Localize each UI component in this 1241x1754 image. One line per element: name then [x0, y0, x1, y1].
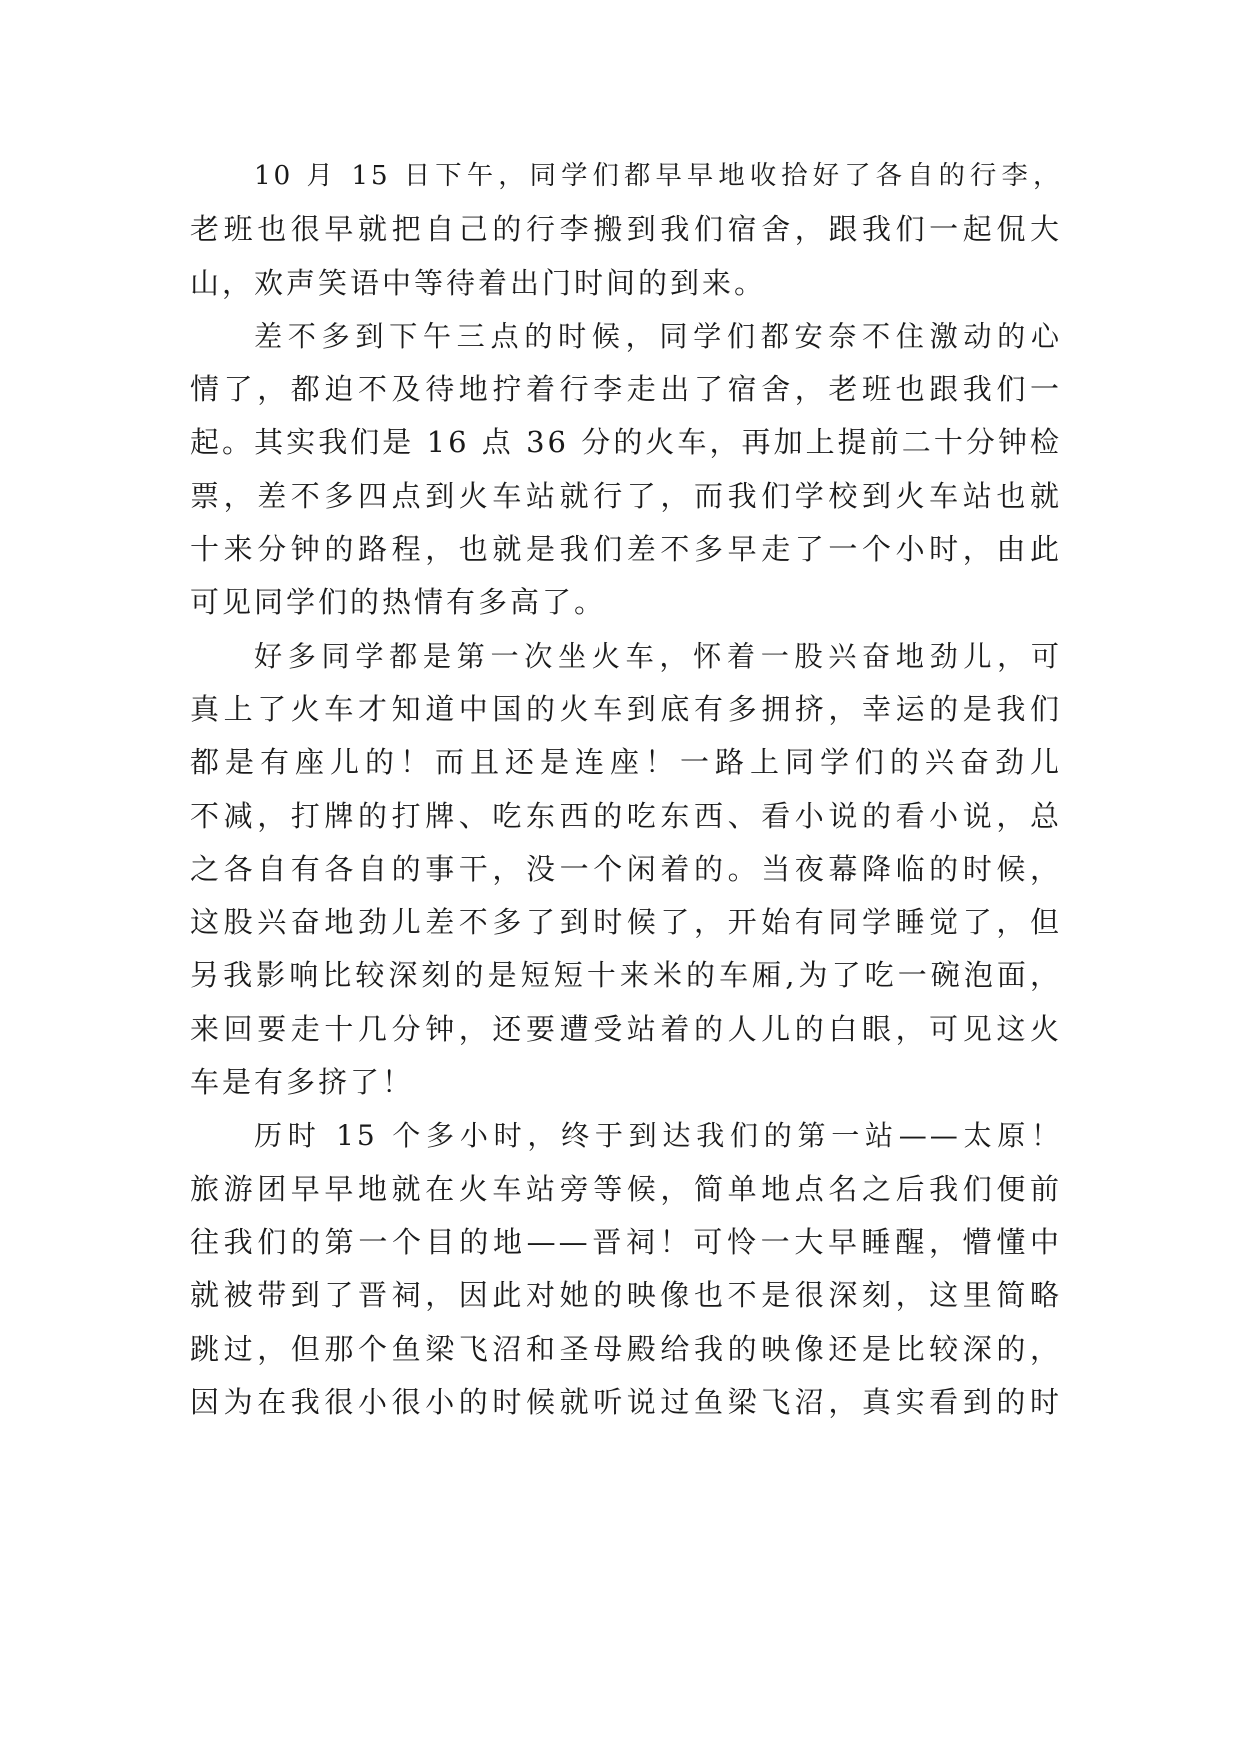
paragraph-line: 起。其实我们是 16 点 36 分的火车，再加上提前二十分钟检: [190, 425, 1062, 460]
paragraph-line: 这股兴奋地劲儿差不多了到时候了，开始有同学睡觉了，但: [190, 905, 1062, 940]
paragraph-line: 另我影响比较深刻的是短短十来米的车厢,为了吃一碗泡面，: [190, 958, 1062, 993]
paragraph-line: 就被带到了晋祠，因此对她的映像也不是很深刻，这里简略: [190, 1278, 1062, 1313]
paragraph-line: 十来分钟的路程，也就是我们差不多早走了一个小时，由此: [190, 532, 1062, 567]
document-body: [190, 150, 1062, 1429]
paragraph-line: 可见同学们的热情有多高了。: [190, 585, 607, 620]
paragraph-4: [190, 1109, 1062, 1429]
paragraph-line: 10 月 15 日下午，同学们都早早地收拾好了各自的行李，: [254, 161, 1062, 191]
paragraph-line: 来回要走十几分钟，还要遭受站着的人儿的白眼，可见这火: [190, 1011, 1062, 1046]
paragraph-line: 车是有多挤了！: [190, 1065, 415, 1100]
paragraph-line: 旅游团早早地就在火车站旁等候，简单地点名之后我们便前: [190, 1171, 1062, 1206]
paragraph-line: 差不多到下午三点的时候，同学们都安奈不住激动的心: [254, 319, 1062, 353]
paragraph-line: 山，欢声笑语中等待着出门时间的到来。: [190, 265, 767, 300]
paragraph-line: 情了，都迫不及待地拧着行李走出了宿舍，老班也跟我们一: [190, 372, 1062, 407]
paragraph-line: 历时 15 个多小时，终于到达我们的第一站——太原！: [254, 1119, 1062, 1153]
paragraph-line: 真上了火车才知道中国的火车到底有多拥挤，幸运的是我们: [190, 691, 1062, 726]
paragraph-line: 因为在我很小很小的时候就听说过鱼梁飞沼，真实看到的时: [190, 1384, 1062, 1419]
paragraph-line: 老班也很早就把自己的行李搬到我们宿舍，跟我们一起侃大: [190, 212, 1062, 247]
paragraph-line: 都是有座儿的！而且还是连座！一路上同学们的兴奋劲儿: [190, 745, 1062, 780]
paragraph-1: [190, 150, 1062, 310]
paragraph-2: [190, 310, 1062, 630]
paragraph-line: 往我们的第一个目的地——晋祠！可怜一大早睡醒，懵懂中: [190, 1224, 1062, 1259]
paragraph-3: [190, 630, 1062, 1110]
paragraph-line: 好多同学都是第一次坐火车，怀着一股兴奋地劲儿，可: [254, 639, 1062, 673]
paragraph-line: 之各自有各自的事干，没一个闲着的。当夜幕降临的时候，: [190, 851, 1062, 886]
paragraph-line: 跳过，但那个鱼梁飞沼和圣母殿给我的映像还是比较深的，: [190, 1331, 1062, 1366]
paragraph-line: 不减，打牌的打牌、吃东西的吃东西、看小说的看小说，总: [190, 798, 1062, 833]
paragraph-line: 票，差不多四点到火车站就行了，而我们学校到火车站也就: [190, 478, 1062, 513]
